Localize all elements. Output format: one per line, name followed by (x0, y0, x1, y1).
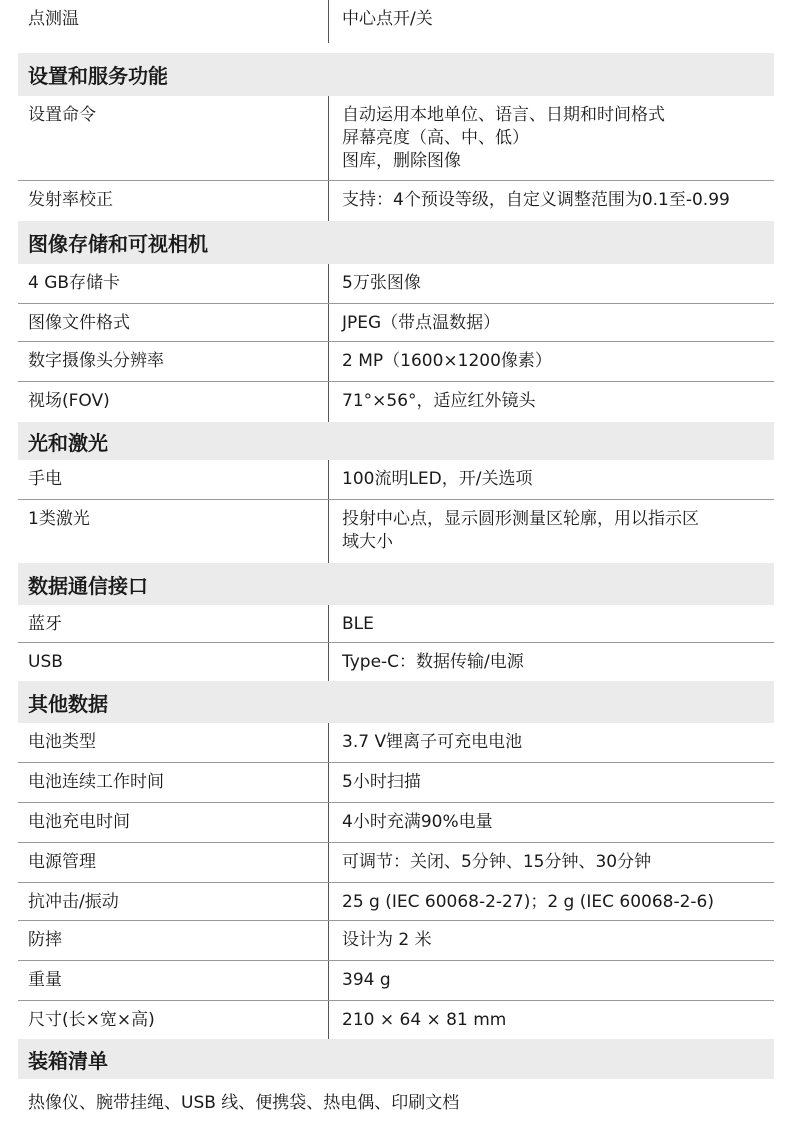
spec-label: 数字摄像头分辨率 (28, 351, 164, 371)
spec-label: 1类激光 (28, 509, 90, 529)
spec-value-line: 图库，删除图像 (342, 151, 461, 171)
spec-value-line: 屏幕亮度（高、中、低） (342, 128, 529, 148)
spec-label: 图像文件格式 (28, 313, 130, 333)
spec-row (18, 382, 774, 422)
spec-row (18, 181, 774, 221)
spec-value-line: 2 MP（1600×1200像素） (342, 351, 552, 371)
spec-value (328, 803, 774, 842)
spec-value (328, 723, 774, 762)
spec-row (18, 921, 774, 961)
section-heading: 图像存储和可视相机 (18, 221, 774, 264)
spec-value-line: 投射中心点，显示圆形测量区轮廓，用以指示区 (342, 509, 699, 529)
spec-label: 电池充电时间 (28, 812, 130, 832)
spec-label: 尺寸(长×宽×高) (28, 1010, 155, 1030)
spec-value-line: 25 g (IEC 60068-2-27)；2 g (IEC 60068-2-6) (342, 892, 715, 912)
spec-value-line: 5小时扫描 (342, 772, 421, 792)
spec-label: 蓝牙 (28, 614, 62, 634)
spec-row (18, 1001, 774, 1039)
spec-value-line: 4小时充满90%电量 (342, 812, 493, 832)
spec-label: 视场(FOV) (28, 391, 110, 411)
spec-value (328, 181, 774, 221)
spec-value (328, 1001, 774, 1039)
spec-value-line: 394 g (342, 970, 391, 990)
spec-label: 电池连续工作时间 (28, 772, 164, 792)
spec-label: 电池类型 (28, 732, 96, 752)
spec-row (18, 723, 774, 763)
section-heading: 光和激光 (18, 422, 774, 460)
spec-value (328, 843, 774, 882)
spec-value-line: 设计为 2 米 (342, 930, 432, 950)
spec-value (328, 96, 774, 180)
spec-value (328, 763, 774, 802)
spec-label: USB (28, 652, 63, 672)
spec-value (328, 500, 774, 563)
spec-row (18, 803, 774, 843)
spec-value (328, 342, 774, 381)
spec-value (328, 460, 774, 499)
spec-value (328, 921, 774, 960)
section-heading: 其他数据 (18, 681, 774, 723)
spec-value-line: 3.7 V锂离子可充电电池 (342, 732, 523, 752)
spec-label: 点测温 (28, 9, 79, 29)
spec-value-line: 中心点开/关 (342, 9, 433, 29)
spec-row (18, 843, 774, 883)
spec-row (18, 304, 774, 342)
spec-value-line: 域大小 (342, 532, 393, 552)
spec-row (18, 96, 774, 181)
spec-label: 重量 (28, 970, 62, 990)
spec-row (18, 0, 774, 43)
spec-value-line: BLE (342, 614, 374, 634)
spec-value-line: 自动运用本地单位、语言、日期和时间格式 (342, 105, 665, 125)
spec-label: 发射率校正 (28, 190, 113, 210)
spec-value (328, 264, 774, 303)
section-heading: 设置和服务功能 (18, 53, 774, 96)
spec-row (18, 961, 774, 1001)
spec-value-line: JPEG（带点温数据） (342, 313, 501, 333)
spec-value (328, 304, 774, 341)
spec-row (18, 605, 774, 643)
spec-value (328, 961, 774, 1000)
spec-row (18, 264, 774, 304)
spec-row (18, 460, 774, 500)
spec-value-line: 71°×56°，适应红外镜头 (342, 391, 536, 411)
spec-label: 电源管理 (28, 852, 96, 872)
spec-value-line: Type-C：数据传输/电源 (342, 652, 524, 672)
spec-row (18, 763, 774, 803)
spec-value-line: 可调节：关闭、5分钟、15分钟、30分钟 (342, 852, 652, 872)
spec-value-line: 支持：4个预设等级，自定义调整范围为0.1至-0.99 (342, 190, 730, 210)
spec-row (18, 342, 774, 382)
spec-value (328, 883, 774, 920)
section-heading: 数据通信接口 (18, 563, 774, 605)
spec-value (328, 382, 774, 422)
spec-value (328, 0, 774, 43)
spec-label: 4 GB存储卡 (28, 273, 121, 293)
spec-label: 抗冲击/振动 (28, 892, 119, 912)
packing-list-text: 热像仪、腕带挂绳、USB 线、便携袋、热电偶、印刷文档 (28, 1093, 460, 1113)
spec-label: 手电 (28, 469, 62, 489)
spec-value-line: 100流明LED，开/关选项 (342, 469, 533, 489)
spec-label: 设置命令 (28, 105, 96, 125)
spec-row (18, 500, 774, 563)
spec-row (18, 643, 774, 681)
spec-value (328, 643, 774, 681)
spec-value (328, 605, 774, 642)
spec-row (18, 883, 774, 921)
section-heading: 装箱清单 (18, 1039, 774, 1079)
spec-value-line: 210 × 64 × 81 mm (342, 1010, 507, 1030)
spec-value-line: 5万张图像 (342, 273, 421, 293)
spec-label: 防摔 (28, 930, 62, 950)
